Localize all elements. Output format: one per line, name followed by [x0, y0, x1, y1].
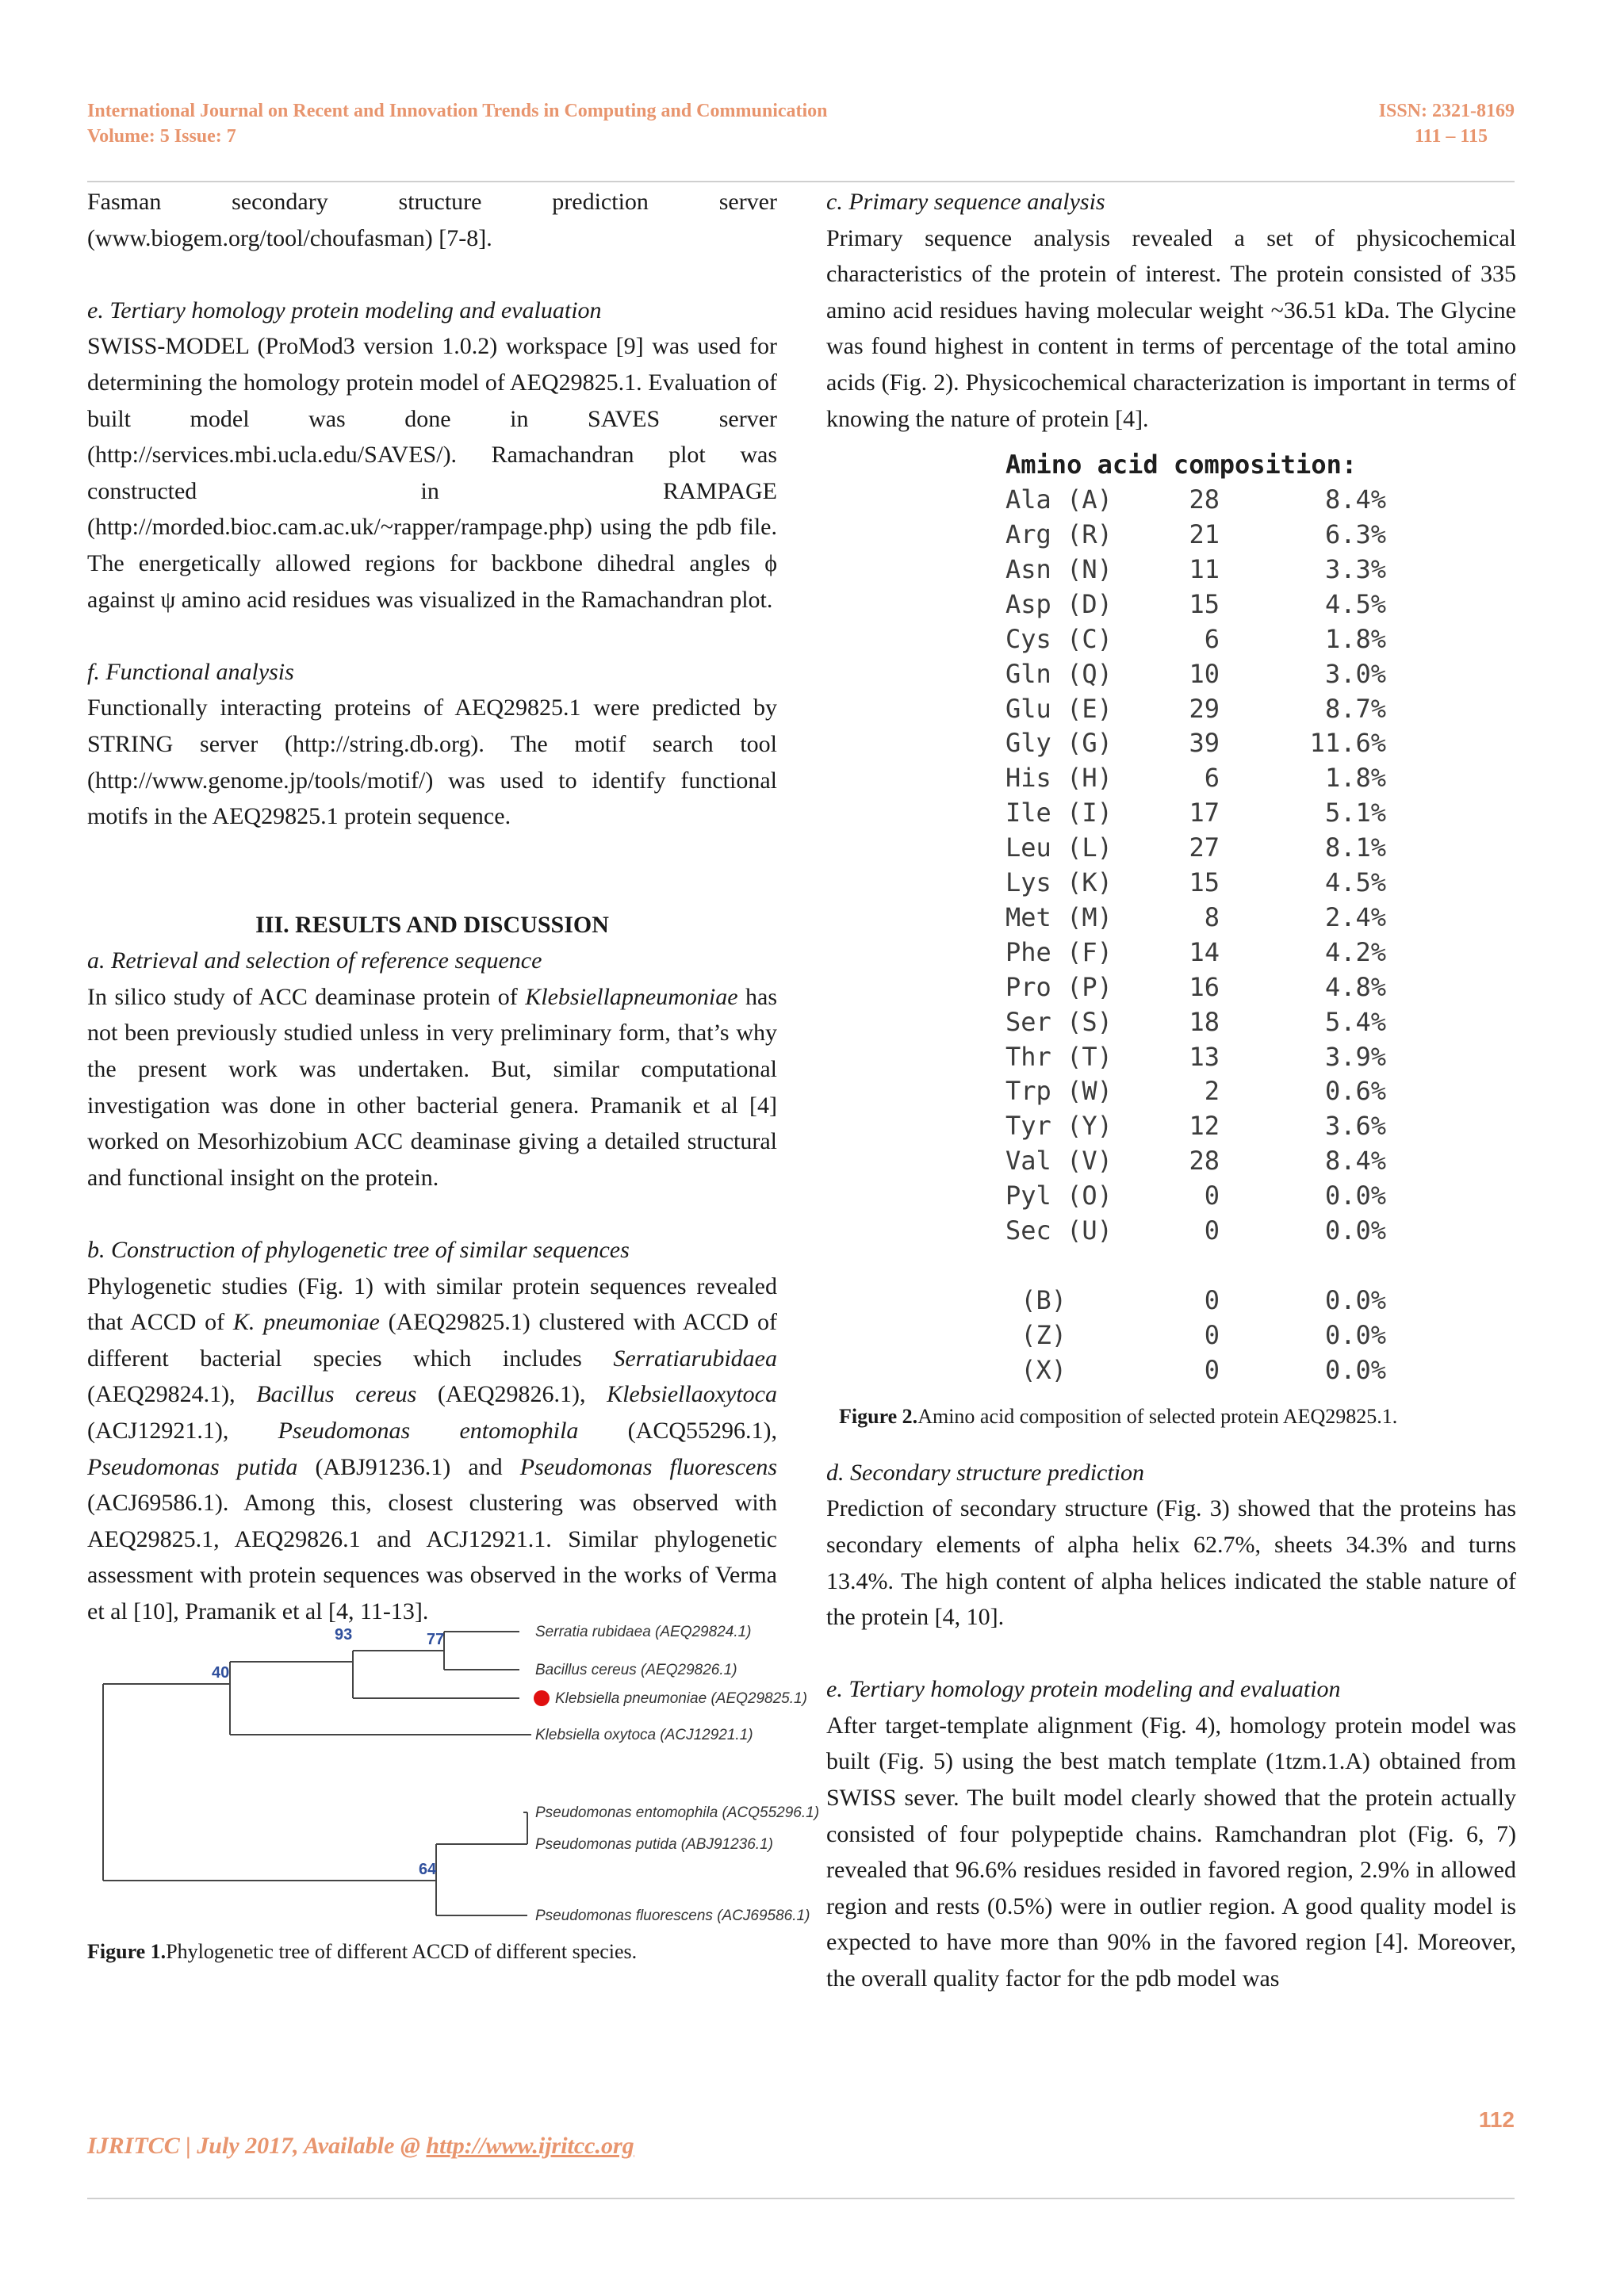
aa-residue-name: His (H): [1005, 763, 1113, 794]
aa-count: 15: [1189, 867, 1220, 898]
footer: IJRITCC | July 2017, Available @ http://www.ijritcc.org: [87, 2133, 634, 2159]
aa-percent: 0.0%: [1324, 1181, 1386, 1211]
aa-count: 6: [1204, 623, 1220, 654]
aa-row: [1005, 831, 1516, 866]
aa-residue-name: Sec (U): [1005, 1215, 1113, 1246]
figure-1-caption: Figure 1.Phylogenetic tree of different ACCD of different species.: [87, 1939, 638, 1963]
aa-row: [1005, 936, 1516, 970]
aa-percent: 11.6%: [1309, 728, 1386, 759]
tree-leaf: Pseudomonas fluorescens (ACJ69586.1): [535, 1907, 810, 1924]
aa-row: [1005, 1074, 1516, 1109]
aa-row: [1005, 1109, 1516, 1144]
aa-percent: 5.4%: [1324, 1006, 1386, 1037]
aa-row: [1005, 1040, 1516, 1075]
aa-row: [1005, 553, 1516, 587]
aa-row: [1005, 866, 1516, 901]
aa-percent: 3.9%: [1324, 1041, 1386, 1072]
tree-leaf: Bacillus cereus (AEQ29826.1): [535, 1661, 737, 1678]
page-number: 112: [1478, 2107, 1515, 2132]
aa-residue-name: Asp (D): [1005, 588, 1113, 619]
header-rule: [87, 181, 1515, 182]
aa-residue-name: (Z): [1005, 1319, 1067, 1350]
paragraph-homology-model: After target-template alignment (Fig. 4), homology protein model was built (Fig. 5) using the best match template (1tzm.1.A) obtained from SWISS sever. The built model clearly showed that the protein actually consisted of four polypeptide chains. Ramchandran plot (Fig. 6, 7) revealed that 96.6% residues resided in favored region, 2.9% in allowed region and rests (0.5%) were in outlier region. A good quality model is expected to have more than 90% in the favored region [4]. Moreover, the overall quality factor for the pdb model was: [826, 1712, 1516, 1992]
aa-percent: 3.6%: [1324, 1111, 1386, 1142]
aa-row: [1005, 1318, 1516, 1353]
aa-count: 6: [1204, 763, 1220, 794]
aa-percent: 8.4%: [1324, 1146, 1386, 1177]
aa-row: [1005, 1144, 1516, 1179]
subheading-e-right: e. Tertiary homology protein modeling and evaluation: [826, 1676, 1341, 1703]
paragraph-retrieval: In silico study of ACC deaminase protein of Klebsiellapneumoniae has not been previously studied unless in very preliminary form, that’s why the present work was undertaken. But, similar computational investigation was done in other bacterial genera. Pramanik et al [4] worked on Mesorhizobium ACC deaminase giving a detailed structural and functional insight on the protein.: [87, 983, 777, 1191]
aa-percent: 3.0%: [1324, 658, 1386, 689]
aa-residue-name: Thr (T): [1005, 1041, 1113, 1072]
aa-percent: 0.0%: [1324, 1215, 1386, 1246]
aa-row: [1005, 970, 1516, 1005]
aa-residue-name: Tyr (Y): [1005, 1111, 1113, 1142]
subheading-c: c. Primary sequence analysis: [826, 189, 1105, 215]
figure-1-phylogenetic-tree: [87, 1623, 820, 1931]
tree-leaf: Klebsiella oxytoca (ACJ12921.1): [535, 1726, 753, 1743]
aa-count: 0: [1204, 1215, 1220, 1246]
aa-percent: 0.0%: [1324, 1354, 1386, 1385]
tree-leaf: Pseudomonas entomophila (ACQ55296.1): [535, 1804, 820, 1821]
aa-residue-name: Pyl (O): [1005, 1181, 1113, 1211]
figure-2-caption: Figure 2.Amino acid composition of selected protein AEQ29825.1.: [839, 1404, 1398, 1428]
selected-species-marker-icon: [534, 1690, 550, 1706]
footer-rule: [87, 2198, 1515, 2199]
aa-count: 8: [1204, 901, 1220, 932]
left-column: [87, 184, 820, 1966]
aa-count: 28: [1189, 484, 1220, 515]
aa-row: [1005, 901, 1516, 936]
aa-residue-name: Phe (F): [1005, 936, 1113, 967]
aa-row: [1005, 587, 1516, 622]
aa-row: [1005, 483, 1516, 518]
aa-percent: 8.4%: [1324, 484, 1386, 515]
aa-residue-name: Lys (K): [1005, 867, 1113, 898]
aa-count: 18: [1189, 1006, 1220, 1037]
aa-count: 13: [1189, 1041, 1220, 1072]
aa-percent: 1.8%: [1324, 763, 1386, 794]
paragraph-phylogenetic: Phylogenetic studies (Fig. 1) with similar protein sequences revealed that ACCD of K. pneumoniae (AEQ29825.1) clustered with ACCD of different bacterial species which includes Serratiarubidaea (AEQ29824.1), Bacillus cereus (AEQ29826.1), Klebsiellaoxytoca (ACJ12921.1), Pseudomonas entomophila (ACQ55296.1), Pseudomonas putida (ABJ91236.1) and Pseudomonas fluorescens (ACJ69586.1). Among this, closest clustering was observed with AEQ29825.1, AEQ29826.1 and ACJ12921.1. Similar phylogenetic assessment with protein sequences was observed in the works of Verma et al [10], Pramanik et al [4, 11-13].: [87, 1272, 777, 1624]
aa-count: 27: [1189, 832, 1220, 863]
aa-percent: 3.3%: [1324, 553, 1386, 584]
aa-percent: 4.2%: [1324, 936, 1386, 967]
aa-count: 0: [1204, 1285, 1220, 1315]
journal-title: International Journal on Recent and Innovation Trends in Computing and Communication: [87, 101, 828, 121]
aa-residue-name: Leu (L): [1005, 832, 1113, 863]
aa-row: [1005, 518, 1516, 553]
aa-residue-name: Trp (W): [1005, 1076, 1113, 1107]
tree-leaf: Serratia rubidaea (AEQ29824.1): [535, 1623, 752, 1640]
aa-count: 15: [1189, 588, 1220, 619]
bootstrap-64: 64: [419, 1860, 437, 1878]
paragraph-secondary-structure: Prediction of secondary structure (Fig. 3) showed that the proteins has secondary elements of alpha helix 62.7%, sheets 34.3% and turns 13.4%. The high content of alpha helices indicated the stable nature of the protein [4, 10].: [826, 1495, 1516, 1631]
aa-residue-name: (B): [1005, 1285, 1067, 1315]
bootstrap-77: 77: [427, 1630, 445, 1648]
aa-row: [1005, 726, 1516, 761]
subheading-d: d. Secondary structure prediction: [826, 1459, 1145, 1486]
section-heading-results: III. RESULTS AND DISCUSSION: [255, 911, 609, 938]
aa-residue-name: (X): [1005, 1354, 1067, 1385]
tree-leaf: Klebsiella pneumoniae (AEQ29825.1): [555, 1689, 807, 1707]
subheading-f: f. Functional analysis: [87, 658, 294, 685]
aa-residue-name: Met (M): [1005, 901, 1113, 932]
aa-percent: 0.0%: [1324, 1319, 1386, 1350]
aa-residue-name: Pro (P): [1005, 971, 1113, 1002]
aa-percent: 4.8%: [1324, 971, 1386, 1002]
aa-percent: 0.6%: [1324, 1076, 1386, 1107]
issn: ISSN: 2321-8169: [1378, 101, 1515, 121]
paragraph-fasman: Fasman secondary structure prediction server (www.biogem.org/tool/choufasman) [7-8].: [87, 189, 777, 251]
subheading-b: b. Construction of phylogenetic tree of similar sequences: [87, 1237, 630, 1264]
aa-residue-name: Gln (Q): [1005, 658, 1113, 689]
aa-residue-name: Ile (I): [1005, 798, 1113, 828]
aa-count: 0: [1204, 1181, 1220, 1211]
aa-count: 11: [1189, 553, 1220, 584]
aa-percent: 2.4%: [1324, 901, 1386, 932]
aa-row: [1005, 761, 1516, 796]
aa-count: 39: [1189, 728, 1220, 759]
aa-percent: 1.8%: [1324, 623, 1386, 654]
aa-count: 12: [1189, 1111, 1220, 1142]
aa-percent: 0.0%: [1324, 1285, 1386, 1315]
aa-percent: 5.1%: [1324, 798, 1386, 828]
aa-table-title: Amino acid composition:: [1005, 450, 1358, 480]
aa-percent: 8.7%: [1324, 693, 1386, 724]
aa-count: 28: [1189, 1146, 1220, 1177]
bootstrap-93: 93: [335, 1625, 353, 1644]
aa-row: [1005, 1179, 1516, 1214]
aa-percent: 6.3%: [1324, 519, 1386, 549]
right-column: [826, 184, 1516, 1997]
aa-residue-name: Glu (E): [1005, 693, 1113, 724]
subheading-a: a. Retrieval and selection of reference sequence: [87, 947, 542, 974]
aa-count: 17: [1189, 798, 1220, 828]
aa-count: 29: [1189, 693, 1220, 724]
paragraph-functional: Functionally interacting proteins of AEQ29825.1 were predicted by STRING server (http://string.db.org). The motif search tool (http://www.genome.jp/tools/motif/) was used to identify functional motifs in the AEQ29825.1 protein sequence.: [87, 695, 777, 830]
aa-count: 16: [1189, 971, 1220, 1002]
aa-extra-rows: [1005, 1284, 1516, 1388]
aa-percent: 4.5%: [1324, 588, 1386, 619]
bootstrap-40: 40: [212, 1663, 230, 1682]
footer-link[interactable]: http://www.ijritcc.org: [426, 2133, 634, 2159]
aa-percent: 4.5%: [1324, 867, 1386, 898]
aa-count: 14: [1189, 936, 1220, 967]
phylogenetic-tree-svg: [87, 1623, 820, 1931]
aa-count: 0: [1204, 1354, 1220, 1385]
aa-row: [1005, 1353, 1516, 1388]
paragraph-swiss-model: SWISS-MODEL (ProMod3 version 1.0.2) workspace [9] was used for determining the homology protein model of AEQ29825.1. Evaluation of built model was done in SAVES server (http://services.mbi.ucla.edu/SAVES/). Ramachandran plot was constructed in RAMPAGE (http://morded.bioc.cam.ac.uk/~rapper/rampage.php) using the pdb file. The energetically allowed regions for backbone dihedral angles ϕ against ψ amino acid residues was visualized in the Ramachandran plot.: [87, 333, 777, 613]
aa-row: [1005, 622, 1516, 657]
aa-row: [1005, 1284, 1516, 1318]
paragraph-primary-sequence: Primary sequence analysis revealed a set of physicochemical characteristics of the protein of interest. The protein consisted of 335 amino acid residues having molecular weight ~36.51 kDa. The Glycine was found highest in content in terms of percentage of the total amino acids (Fig. 2). Physicochemical characterization is important in terms of knowing the nature of protein [4].: [826, 224, 1516, 432]
aa-count: 10: [1189, 658, 1220, 689]
aa-count: 2: [1204, 1076, 1220, 1107]
aa-rows: [1005, 483, 1516, 1249]
aa-row: [1005, 692, 1516, 727]
aa-residue-name: Cys (C): [1005, 623, 1113, 654]
tree-leaf: Pseudomonas putida (ABJ91236.1): [535, 1835, 773, 1853]
volume-issue: Volume: 5 Issue: 7: [87, 126, 236, 147]
subheading-e-left: e. Tertiary homology protein modeling and evaluation: [87, 297, 602, 323]
aa-residue-name: Val (V): [1005, 1146, 1113, 1177]
aa-count: 0: [1204, 1319, 1220, 1350]
aa-row: [1005, 1214, 1516, 1249]
aa-row: [1005, 1005, 1516, 1040]
page-range: 111 – 115: [1414, 126, 1488, 147]
aa-row: [1005, 796, 1516, 831]
aa-count: 21: [1189, 519, 1220, 549]
aa-residue-name: Gly (G): [1005, 728, 1113, 759]
aa-percent: 8.1%: [1324, 832, 1386, 863]
aa-residue-name: Ala (A): [1005, 484, 1113, 515]
aa-row: [1005, 657, 1516, 692]
figure-2-amino-acid-table: [1005, 448, 1516, 1388]
aa-residue-name: Ser (S): [1005, 1006, 1113, 1037]
aa-residue-name: Asn (N): [1005, 553, 1113, 584]
aa-residue-name: Arg (R): [1005, 519, 1113, 549]
